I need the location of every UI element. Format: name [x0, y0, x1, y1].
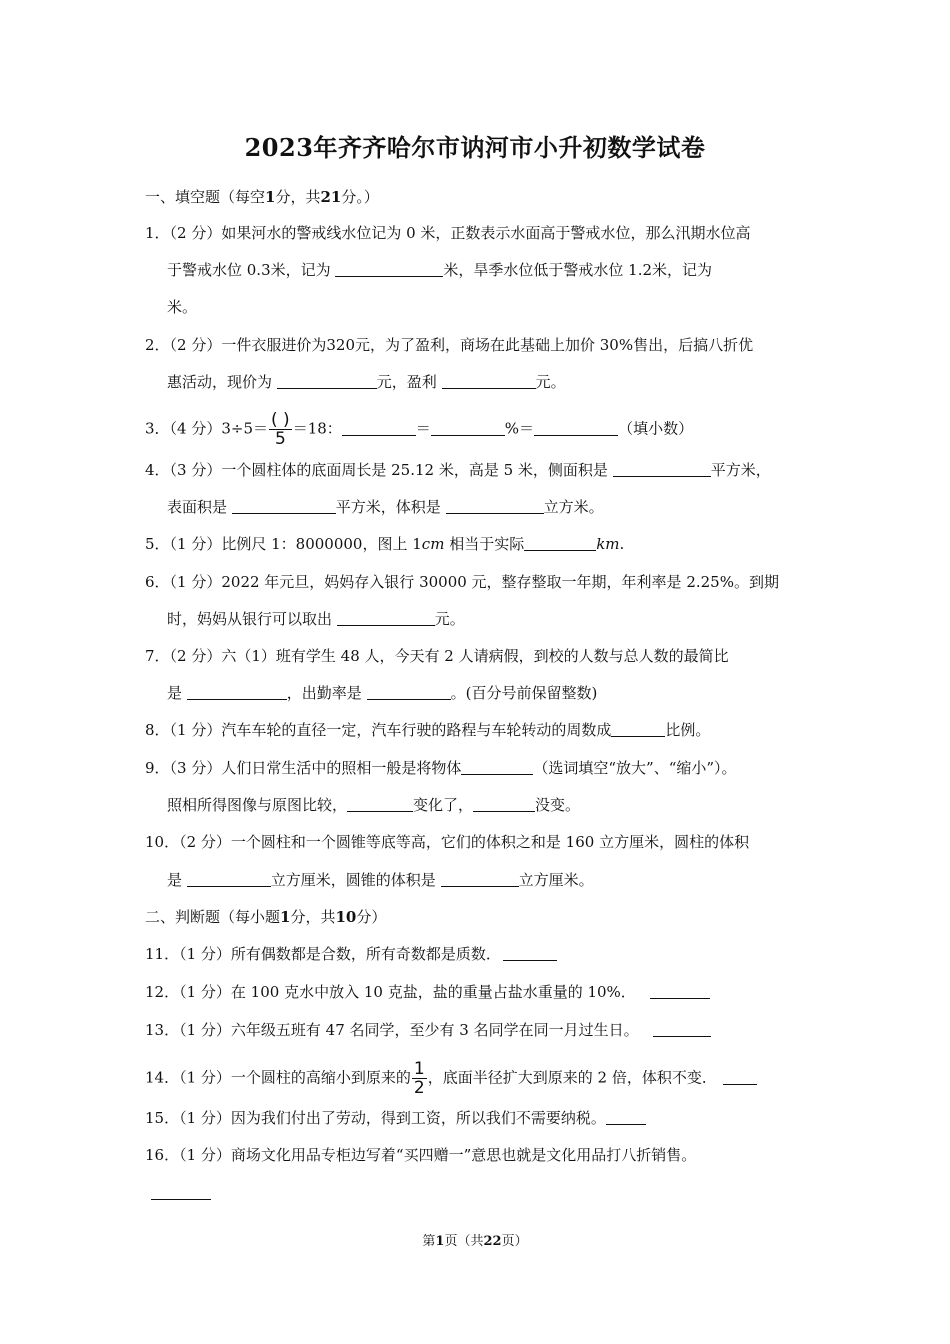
answer-blank[interactable] [611, 722, 665, 737]
section-fill-in-heading: 一、填空题（每空1分，共21分。） [145, 188, 379, 206]
fraction: $\frac{( )}{5}$ [271, 410, 290, 449]
question-13: 13．（1 分）六年级五班有 47 名同学，至少有 3 名同学在同一月过生日。 [145, 1019, 711, 1041]
answer-blank[interactable] [347, 797, 413, 812]
question-14: 14．（1 分）一个圆柱的高缩小到原来的 $\frac{1}{2}$ ，底面半径扩大到原来的 2 倍，体积不变． [145, 1060, 757, 1097]
question-2-line-1: 2．（2 分）一件衣服进价为320元，为了盈利，商场在此基础上加价 30%售出，后搞八折优 [145, 336, 754, 354]
answer-blank[interactable] [503, 946, 557, 961]
question-1-line-3: 米。 [167, 298, 198, 316]
answer-blank[interactable] [187, 685, 287, 700]
question-10-line-2: 是 立方厘米，圆锥的体积是 立方厘米。 [167, 871, 594, 889]
fraction: $\frac{1}{2}$ [413, 1059, 425, 1098]
section-judgement-heading: 二、判断题（每小题1分，共10分） [145, 908, 387, 926]
answer-blank[interactable] [342, 421, 416, 436]
answer-blank[interactable] [187, 872, 271, 887]
answer-blank[interactable] [335, 262, 443, 277]
page-footer: 第1页（共22页） [422, 1234, 528, 1249]
question-1-line-1: 1．（2 分）如果河水的警戒线水位记为 0 米，正数表示水面高于警戒水位，那么汛期水位高 [145, 224, 751, 242]
question-16-answer [151, 1182, 211, 1204]
answer-blank[interactable] [524, 536, 596, 551]
answer-blank[interactable] [473, 797, 535, 812]
question-2-line-2: 惠活动，现价为 元，盈利 元。 [167, 373, 566, 391]
answer-blank[interactable] [277, 374, 377, 389]
question-7-line-2: 是 ，出勤率是 。(百分号前保留整数) [167, 684, 598, 702]
question-12: 12．（1 分）在 100 克水中放入 10 克盐，盐的重量占盐水重量的 10%． [145, 981, 710, 1003]
question-4-line-2: 表面积是 平方米，体积是 立方米。 [167, 498, 604, 516]
question-9-line-2: 照相所得图像与原图比较， 变化了， 没变。 [167, 796, 581, 814]
answer-blank[interactable] [367, 685, 451, 700]
answer-blank[interactable] [461, 760, 533, 775]
exam-title: 2023年齐齐哈尔市讷河市小升初数学试卷 [244, 133, 706, 162]
question-7-line-1: 7．（2 分）六（1）班有学生 48 人，今天有 2 人请病假，到校的人数与总人数的最简比 [145, 647, 729, 665]
question-1-line-2: 于警戒水位 0.3米，记为 米，旱季水位低于警戒水位 1.2米，记为 [167, 261, 713, 279]
answer-blank[interactable] [151, 1185, 211, 1200]
question-9-line-1: 9．（3 分）人们日常生活中的照相一般是将物体 （选词填空“放大”、“缩小”）。 [145, 759, 737, 777]
answer-blank[interactable] [534, 421, 618, 436]
question-8: 8．（1 分）汽车车轮的直径一定，汽车行驶的路程与车轮转动的周数成 比例。 [145, 721, 711, 739]
question-5: 5．（1 分）比例尺 1：8000000，图上 1cm 相当于实际 km. [145, 535, 625, 553]
answer-blank[interactable] [337, 611, 435, 626]
answer-blank[interactable] [431, 421, 505, 436]
answer-blank[interactable] [653, 1022, 711, 1037]
answer-blank[interactable] [613, 462, 711, 477]
answer-blank[interactable] [441, 872, 519, 887]
question-10-line-1: 10．（2 分）一个圆柱和一个圆锥等底等高，它们的体积之和是 160 立方厘米，圆柱的体积 [145, 833, 750, 851]
answer-blank[interactable] [232, 499, 336, 514]
answer-blank[interactable] [606, 1110, 646, 1125]
answer-blank[interactable] [442, 374, 536, 389]
question-6-line-1: 6．（1 分）2022 年元旦，妈妈存入银行 30000 元，整存整取一年期，年利率是 2.25%。到期 [145, 573, 779, 591]
question-3: 3．（4 分）3÷5＝ $\frac{( )}{5}$ ＝18： ＝ %＝ （填小数） [145, 410, 694, 449]
question-6-line-2: 时，妈妈从银行可以取出 元。 [167, 610, 465, 628]
answer-blank[interactable] [446, 499, 544, 514]
question-4-line-1: 4．（3 分）一个圆柱体的底面周长是 25.12 米，高是 5 米，侧面积是 平方米， [145, 461, 771, 479]
answer-blank[interactable] [650, 984, 710, 999]
question-16: 16．（1 分）商场文化用品专柜边写着“买四赠一”意思也就是文化用品打八折销售。 [145, 1146, 697, 1164]
question-15: 15．（1 分）因为我们付出了劳动，得到工资，所以我们不需要纳税。 [145, 1107, 646, 1129]
question-11: 11．（1 分）所有偶数都是合数，所有奇数都是质数． [145, 943, 557, 965]
answer-blank[interactable] [723, 1070, 757, 1085]
